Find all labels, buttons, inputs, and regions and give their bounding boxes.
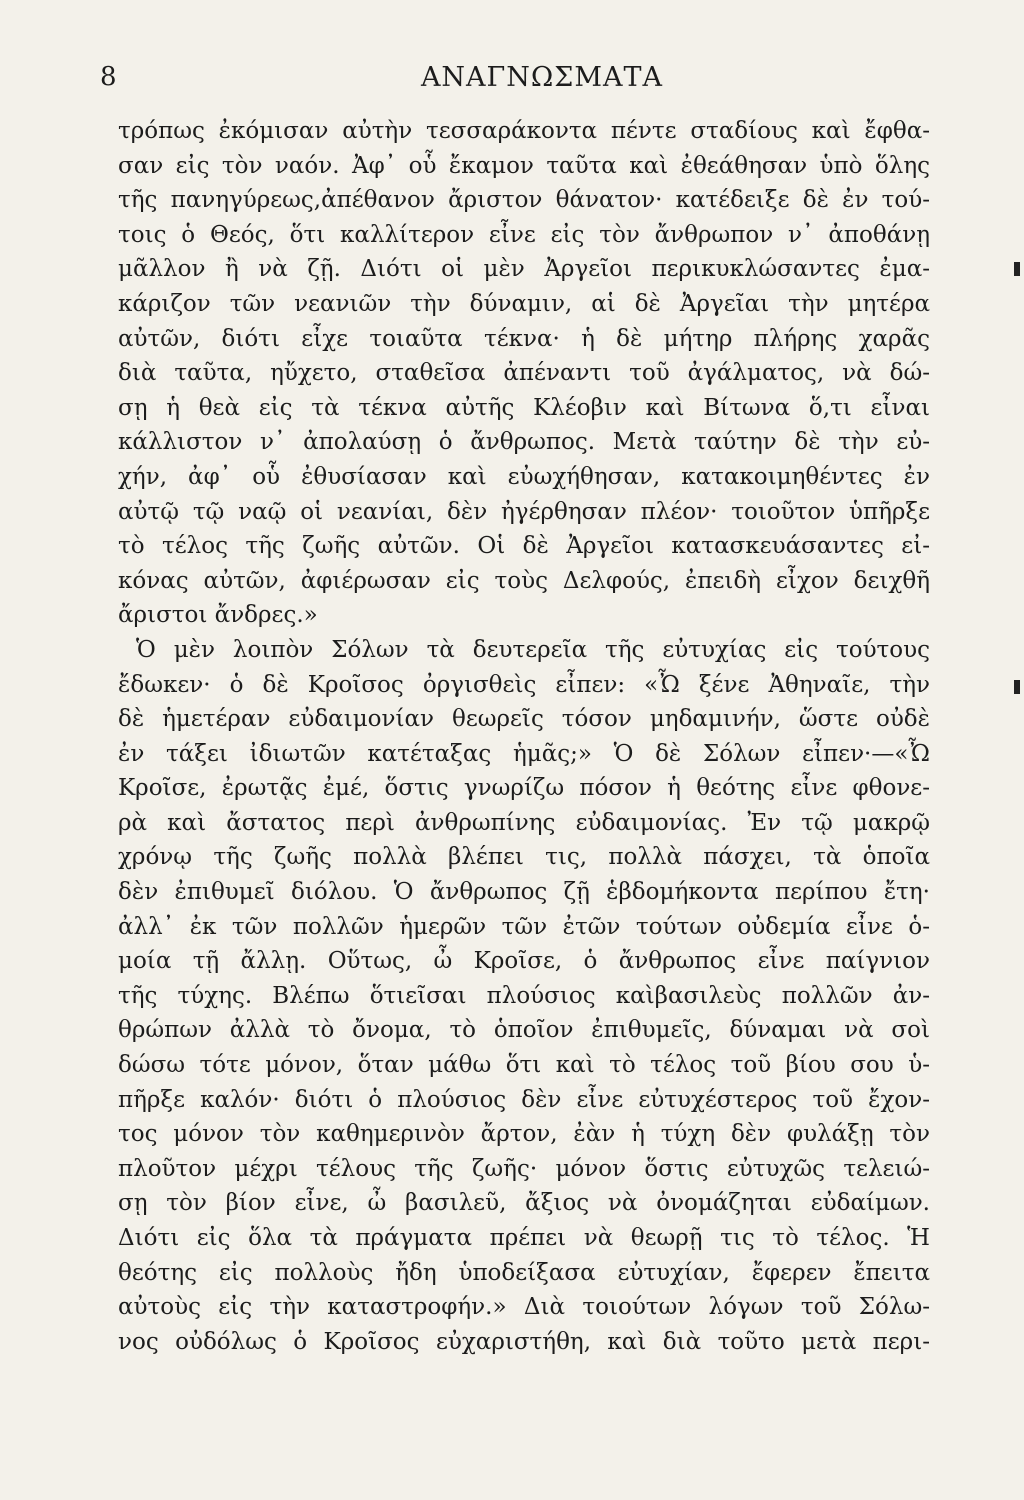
text-line: τος μόνον τὸν καθημερινὸν ἄρτον, ἐὰν ἡ τύχη δὲν φυλάξῃ τὸν — [118, 1121, 930, 1148]
text-line: ἐν τάξει ἰδιωτῶν κατέταξας ἡμᾶς;» Ὁ δὲ Σόλων εἶπεν·—«Ὦ — [118, 740, 930, 767]
text-line: μοία τῇ ἄλλῃ. Οὕτως, ὦ Κροῖσε, ὁ ἄνθρωπος εἶνε παίγνιον — [118, 948, 930, 975]
body-text — [118, 114, 930, 1394]
text-line: ρὰ καὶ ἄστατος περὶ ἀνθρωπίνης εὐδαιμονίας. Ἐν τῷ μακρῷ — [118, 809, 930, 836]
text-line: τὸ τέλος τῆς ζωῆς αὐτῶν. Οἱ δὲ Ἀργεῖοι κατασκευάσαντες εἰ- — [118, 533, 930, 560]
text-line: χήν, ἀφ᾽ οὗ ἐθυσίασαν καὶ εὐωχήθησαν, κατακοιμηθέντες ἐν — [118, 463, 930, 490]
text-line: πλοῦτον μέχρι τέλους τῆς ζωῆς· μόνον ὅστις εὐτυχῶς τελειώ- — [118, 1155, 930, 1182]
text-line: αὐτῶν, διότι εἶχε τοιαῦτα τέκνα· ἡ δὲ μήτηρ πλήρης χαρᾶς — [118, 325, 930, 352]
text-line: κόνας αὐτῶν, ἀφιέρωσαν εἰς τοὺς Δελφούς, ἐπειδὴ εἶχον δειχθῆ — [118, 567, 930, 594]
text-line: τῆς τύχης. Βλέπω ὅτιεῖσαι πλούσιος καὶβασιλεὺς πολλῶν ἀν- — [118, 982, 930, 1009]
page-number: 8 — [100, 62, 117, 92]
text-line: αὐτῷ τῷ ναῷ οἱ νεανίαι, δὲν ἠγέρθησαν πλέον· τοιοῦτον ὑπῆρξε — [118, 498, 930, 525]
text-line: σῃ ἡ θεὰ εἰς τὰ τέκνα αὐτῆς Κλέοβιν καὶ Βίτωνα ὅ,τι εἶναι — [118, 394, 930, 421]
text-line: σῃ τὸν βίον εἶνε, ὦ βασιλεῦ, ἄξιος νὰ ὀνομάζηται εὐδαίμων. — [118, 1190, 930, 1217]
scan-edge-mark — [1014, 680, 1020, 694]
text-line: θεότης εἰς πολλοὺς ἤδη ὑποδείξασα εὐτυχίαν, ἔφερεν ἔπειτα — [118, 1259, 930, 1286]
text-line: κάλλιστον ν᾽ ἀπολαύσῃ ὁ ἄνθρωπος. Μετὰ ταύτην δὲ τὴν εὐ- — [118, 429, 930, 456]
text-line: νος οὐδόλως ὁ Κροῖσος εὐχαριστήθη, καὶ διὰ τοῦτο μετὰ περι- — [118, 1328, 930, 1355]
text-line: τρόπως ἐκόμισαν αὐτὴν τεσσαράκοντα πέντε σταδίους καὶ ἔφθα- — [118, 118, 930, 144]
text-line: Διότι εἰς ὅλα τὰ πράγματα πρέπει νὰ θεωρῇ τις τὸ τέλος. Ἡ — [118, 1225, 930, 1251]
text-line: διὰ ταῦτα, ηὔχετο, σταθεῖσα ἀπέναντι τοῦ ἀγάλματος, νὰ δώ- — [118, 360, 930, 387]
page-header — [100, 62, 984, 102]
running-title: ΑΝΑΓΝΩΣΜΑΤΑ — [420, 62, 664, 93]
text-line: Ὁ μὲν λοιπὸν Σόλων τὰ δευτερεῖα τῆς εὐτυχίας εἰς τούτους — [136, 636, 930, 663]
text-line: μᾶλλον ἢ νὰ ζῇ. Διότι οἱ μὲν Ἀργεῖοι περικυκλώσαντες ἐμα- — [118, 256, 930, 283]
text-line: κάριζον τῶν νεανιῶν τὴν δύναμιν, αἱ δὲ Ἀργεῖαι τὴν μητέρα — [118, 290, 930, 317]
text-line: χρόνῳ τῆς ζωῆς πολλὰ βλέπει τις, πολλὰ πάσχει, τὰ ὁποῖα — [118, 844, 930, 871]
text-line: αὐτοὺς εἰς τὴν καταστροφήν.» Διὰ τοιούτων λόγων τοῦ Σόλω- — [118, 1294, 930, 1321]
text-line: σαν εἰς τὸν ναόν. Ἀφ᾽ οὗ ἔκαμον ταῦτα καὶ ἐθεάθησαν ὑπὸ ὅλης — [118, 152, 930, 179]
text-line: δὲν ἐπιθυμεῖ διόλου. Ὁ ἄνθρωπος ζῇ ἑβδομήκοντα περίπου ἔτη· — [118, 879, 930, 906]
text-line: πῆρξε καλόν· διότι ὁ πλούσιος δὲν εἶνε εὐτυχέστερος τοῦ ἔχον- — [118, 1086, 930, 1113]
text-line — [118, 1359, 930, 1394]
text-line: θρώπων ἀλλὰ τὸ ὄνομα, τὸ ὁποῖον ἐπιθυμεῖς, δύναμαι νὰ σοὶ — [118, 1017, 930, 1044]
text-line: δώσω τότε μόνον, ὅταν μάθω ὅτι καὶ τὸ τέλος τοῦ βίου σου ὑ- — [118, 1052, 930, 1079]
scan-edge-mark — [1014, 262, 1020, 276]
text-line: ἀλλ᾽ ἐκ τῶν πολλῶν ἡμερῶν τῶν ἐτῶν τούτων οὐδεμία εἶνε ὁ- — [118, 913, 930, 940]
text-line: ἄριστοι ἄνδρες.» — [118, 602, 318, 629]
text-line: ἔδωκεν· ὁ δὲ Κροῖσος ὀργισθεὶς εἶπεν: «Ὦ ξένε Ἀθηναῖε, τὴν — [118, 671, 930, 698]
text-line: τῆς πανηγύρεως,ἀπέθανον ἄριστον θάνατον· κατέδειξε δὲ ἐν τού- — [118, 187, 930, 214]
text-line: Κροῖσε, ἐρωτᾷς ἐμέ, ὅστις γνωρίζω πόσον ἡ θεότης εἶνε φθονε- — [118, 775, 930, 802]
text-line: δὲ ἡμετέραν εὐδαιμονίαν θεωρεῖς τόσον μηδαμινήν, ὥστε οὐδὲ — [118, 706, 930, 733]
text-line: τοις ὁ Θεός, ὅτι καλλίτερον εἶνε εἰς τὸν ἄνθρωπον ν᾽ ἀποθάνῃ — [118, 221, 930, 248]
